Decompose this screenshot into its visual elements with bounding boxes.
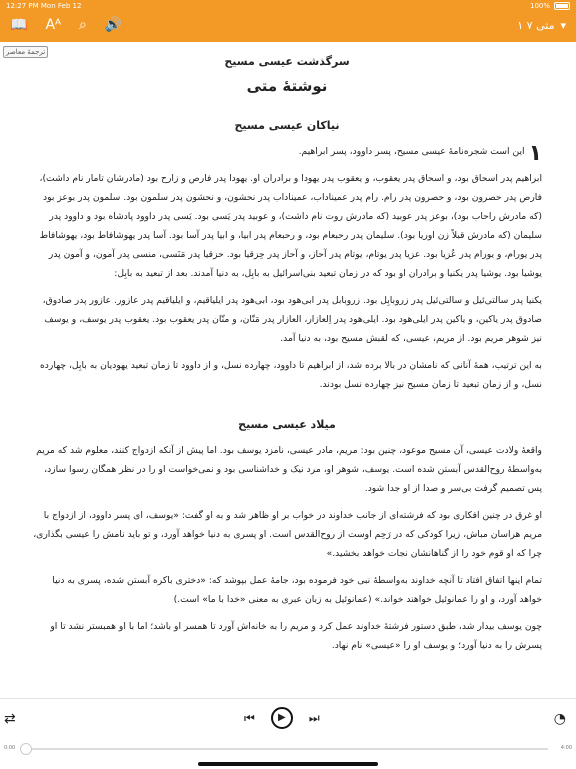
chapter-number: ۱ [528,141,542,166]
home-indicator[interactable] [198,762,378,766]
verse-paragraph: ۱ این است شجره‌نامۀ عیسی مسیح، پسر داوود، پسر ابراهیم. [298,141,542,166]
player-controls [244,707,320,729]
verse-paragraph: یکنیا پدر سالتی‌ئیل و سالتی‌ئیل پدر زروبابِل بود. زروبابل پدر ابی‌هود بود، ابی‌هود پدر ایلیاقیم، و ایلیاقیم پدر عازور. عازور پدر صادوق، صادوق پدر یاکین، و یاکین پدر ایلی‌هود بود. ایلی‌هود پدر اِلعازار، العازار پدر مَتّان، و متّان پدر یعقوب بود. یعقوب پدر یوسف، و یوسف نیز شوهر مریم بود. از مریم، عیسی، که لقبش مسیح بود، به دنیا آمد. [42,295,542,344]
chevron-down-icon: ▾ [560,19,566,32]
next-icon[interactable]: ⏭ [308,710,320,725]
book-subtitle: نوشتۀ متی [246,77,328,95]
section-heading-1: نیاکان عیسی مسیح [234,119,340,132]
chapter-selector[interactable] [517,19,566,32]
verse-paragraph: واقعۀ ولادت عیسی، آن مسیح موعود، چنین بود: مریم، مادر عیسی، نامزد یوسف بود. اما پیش از آنکه ازدواج کنند، معلوم شد که مریم به‌واسطۀ روح‌القدس آبستن شده است. یوسف، شوهر او، مرد نیک و خداشناسی بود و نمی‌خواست او را در نظر همگان رسوا سازد، پس تصمیم گرفت بی‌سر و صدا از او جدا شود. [36,445,542,494]
reading-pane [32,55,542,695]
book-icon[interactable]: 📖 [10,17,28,33]
total-time: 4:00 [560,745,572,751]
section-heading-2: میلاد عیسی مسیح [238,418,336,431]
shuffle-icon[interactable]: ⇄ [4,711,16,727]
chapter-label: متی ۷ ۱ [517,19,555,32]
previous-icon[interactable]: ⏮ [244,710,255,725]
verse-paragraph: چون یوسف بیدار شد، طبق دستور فرشتۀ خداوند عمل کرد و مریم را به خانه‌اش آورد تا همسر او باشد؛ اما با او همبستر نشد تا او پسرش را به دنیا آورد؛ و یوسف او را «عیسی» نام نهاد. [50,621,542,651]
play-button[interactable]: ▶ [271,707,293,729]
verse-paragraph: به این ترتیب، همۀ آنانی که نامشان در بالا برده شد، از ابراهیم تا داوود، چهارده نسل، و از داوود تا زمان تبعید یهودیان به بابِل، چهارده نسل، و از زمان تبعید تا زمان مسیح نیز چهارده نسل بودند. [39,360,542,390]
audio-icon[interactable]: 🔊 [104,17,123,33]
toolbar [0,12,576,42]
verse-paragraph: او غرق در چنین افکاری بود که فرشته‌ای از جانب خداوند در خواب بر او ظاهر شد و به او گفت: «یوسف، ای پسر داوود، از ازدواج با مریم هراسان مباش، زیرا کودکی که در رَحِم اوست از روح‌القدس است. او پسری به دنیا خواهد آورد، و تو باید نامش را عیسی بگذاری، چرا که او قوم خود را از گناهانشان نجات خواهد بخشید.» [33,510,542,559]
verse-paragraph: ابراهیم پدر اسحاق بود، و اسحاق پدر یعقوب، و یعقوب پدر یهودا و برادران او. یهودا پدر فارص و زارح بود (مادرشان تامار نام داشت)، فارص پدر حصرون بود، و حصرون پدر رام. رام پدر عمیناداب، عمیناداب پدر نحشون، و نحشون پدر سلمون بود. سلمون پدر بوعز بود (که مادرش راحاب بود)، بوعز پدر عوبید (که مادرش روت نام داشت)، و عوبید پدر یَسی بود. یَسی پدر داوود پادشاه بود و داوود پدر سلیمان (که مادرش قبلاً زن اوریا بود). سلیمان پدر رحبعام بود، و رحبعام پدر ابیا، و ابیا پدر آسا بود. آسا پدر یهوشافاط بود، یهوشافاط پدر یورام، و یورام پدر عُزیا بود. عزیا پدر یوتام، یوتام پدر آحاز، و آحاز پدر حِزقیا بود. حزقیا پدر مَنَسی، منسی پدر آمون، و آمون پدر یوشیا بود. یوشیا پدر یکنیا و برادران او بود که در زمان تبعید بنی‌اسرائیل به بابِل، به دنیا آمدند. بعد از تبعید به بابِل: [39,173,542,279]
speed-icon[interactable]: ◔ [553,711,566,727]
verse-paragraph: تمام اینها اتفاق افتاد تا آنچه خداوند به‌واسطۀ نبی خود فرموده بود، جامۀ عمل بپوشد که: «دختری باکره آبستن شده، پسری به دنیا خواهد آورد، و او را عمانوئیل خواهند خواند.» (عمانوئیل به زبان عبری به معنی «خدا با ما» است.) [52,575,542,605]
progress-track[interactable] [28,748,548,750]
battery-icon [554,2,570,10]
font-size-icon[interactable]: Aᴬ [45,17,62,33]
book-title: سرگذشت عیسی مسیح [224,55,350,68]
status-right [530,0,570,12]
audio-player [0,698,576,769]
search-icon[interactable]: ⌕ [79,17,87,33]
status-bar [0,0,576,12]
elapsed-time: 0:00 [4,745,16,751]
version-badge[interactable]: ترجمۀ معاصر [3,46,48,58]
battery-label: 100% [529,2,550,10]
status-time: 12:27 PM Mon Feb 12 [6,2,82,10]
progress-thumb[interactable] [20,743,32,755]
